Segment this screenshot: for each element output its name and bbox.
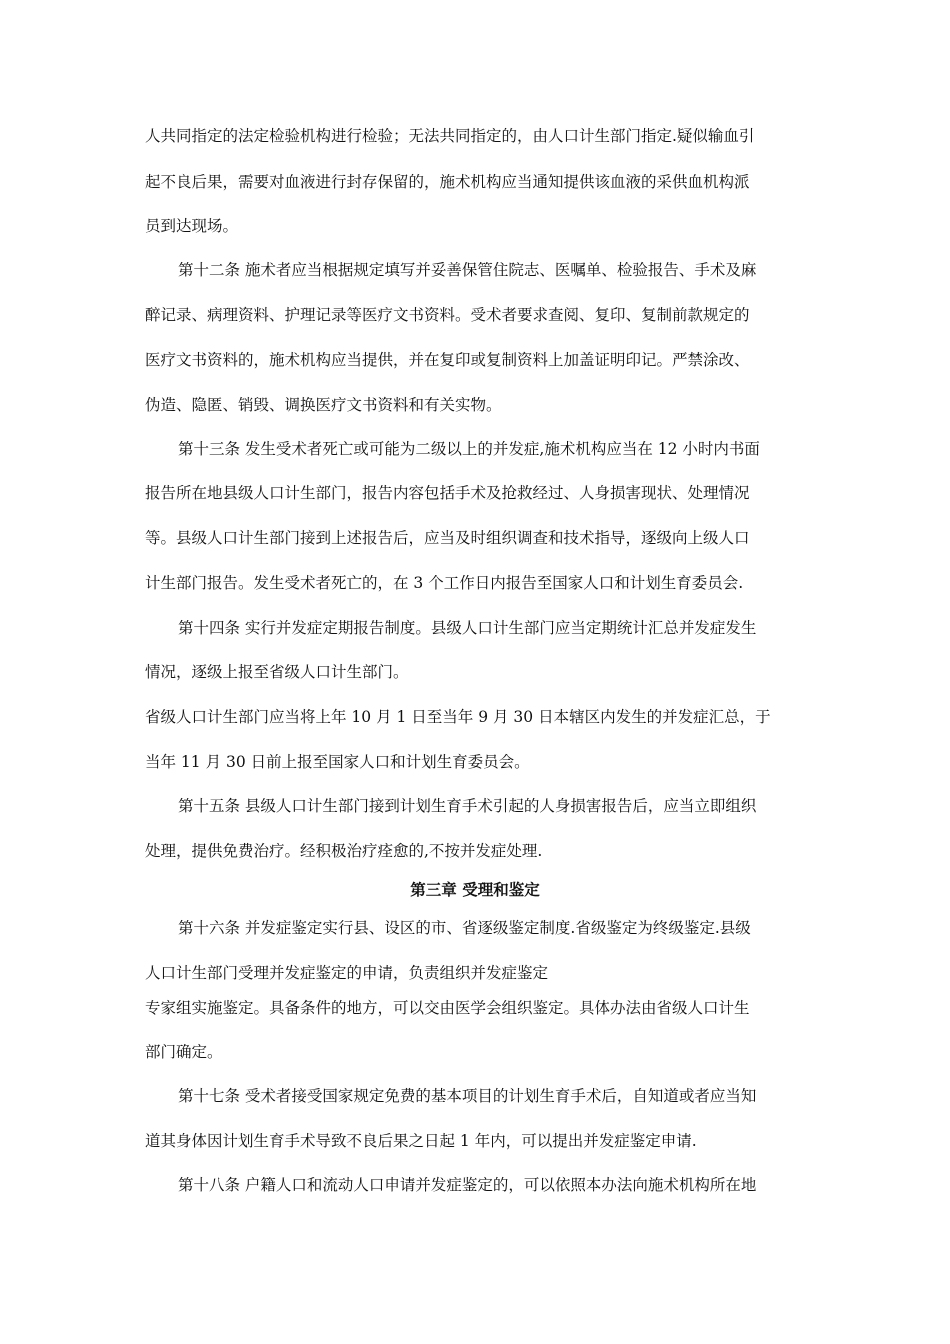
text-line: 处理，提供免费治疗。经积极治疗痊愈的,不按并发症处理. <box>145 842 543 860</box>
chapter-heading: 第三章 受理和鉴定 <box>410 880 540 899</box>
text-line: 专家组实施鉴定。具备条件的地方，可以交由医学会组织鉴定。具体办法由省级人口计生 <box>145 999 750 1017</box>
text-line: 人共同指定的法定检验机构进行检验；无法共同指定的，由人口计生部门指定.疑似输血引 <box>145 127 755 145</box>
text-line: 计生部门报告。发生受术者死亡的，在 3 个工作日内报告至国家人口和计划生育委员会. <box>145 574 744 592</box>
text-line: 医疗文书资料的，施术机构应当提供，并在复印或复制资料上加盖证明印记。严禁涂改、 <box>145 351 750 369</box>
article-13-start: 第十三条 发生受术者死亡或可能为二级以上的并发症,施术机构应当在 12 小时内书面 <box>178 440 760 458</box>
text-line: 伪造、隐匿、销毁、调换医疗文书资料和有关实物。 <box>145 396 502 414</box>
text-line: 醉记录、病理资料、护理记录等医疗文书资料。受术者要求查阅、复印、复制前款规定的 <box>145 306 750 324</box>
text-line: 员到达现场。 <box>145 217 239 235</box>
text-line: 情况，逐级上报至省级人口计生部门。 <box>145 663 409 681</box>
article-12-start: 第十二条 施术者应当根据规定填写并妥善保管住院志、医嘱单、检验报告、手术及麻 <box>178 261 757 279</box>
article-17-start: 第十七条 受术者接受国家规定免费的基本项目的计划生育手术后，自知道或者应当知 <box>178 1087 757 1105</box>
article-16-start: 第十六条 并发症鉴定实行县、设区的市、省逐级鉴定制度.省级鉴定为终级鉴定.县级 <box>178 919 751 937</box>
article-18-start: 第十八条 户籍人口和流动人口申请并发症鉴定的，可以依照本办法向施术机构所在地 <box>178 1176 757 1194</box>
text-line: 省级人口计生部门应当将上年 10 月 1 日至当年 9 月 30 日本辖区内发生的并发症汇总，于 <box>145 708 771 726</box>
text-line: 等。县级人口计生部门接到上述报告后，应当及时组织调查和技术指导，逐级向上级人口 <box>145 529 750 547</box>
text-line: 部门确定。 <box>145 1043 223 1061</box>
text-line: 人口计生部门受理并发症鉴定的申请，负责组织并发症鉴定 <box>145 964 549 982</box>
text-line: 报告所在地县级人口计生部门，报告内容包括手术及抢救经过、人身损害现状、处理情况 <box>145 484 750 502</box>
text-line: 起不良后果，需要对血液进行封存保留的，施术机构应当通知提供该血液的采供血机构派 <box>145 173 750 191</box>
text-line: 道其身体因计划生育手术导致不良后果之日起 1 年内，可以提出并发症鉴定申请. <box>145 1132 697 1150</box>
text-line: 当年 11 月 30 日前上报至国家人口和计划生育委员会。 <box>145 753 530 771</box>
article-15-start: 第十五条 县级人口计生部门接到计划生育手术引起的人身损害报告后，应当立即组织 <box>178 797 757 815</box>
article-14-start: 第十四条 实行并发症定期报告制度。县级人口计生部门应当定期统计汇总并发症发生 <box>178 619 757 637</box>
